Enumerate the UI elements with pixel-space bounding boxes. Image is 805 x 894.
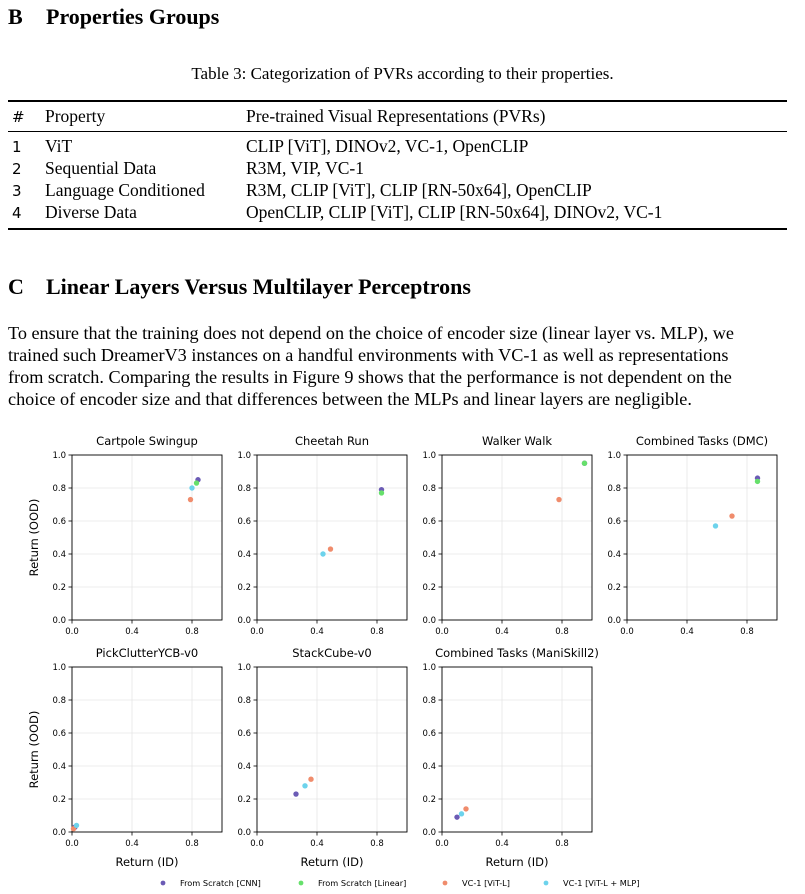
x-tick-label: 0.8 xyxy=(370,627,384,637)
y-tick-label: 0.4 xyxy=(422,762,436,772)
legend-marker xyxy=(299,881,304,886)
paragraph-line: trained such DreamerV3 instances on a handful environments with VC-1 as well as representations xyxy=(8,345,729,365)
x-tick-label: 0.4 xyxy=(495,627,509,637)
panel-title: Cartpole Swingup xyxy=(96,434,198,448)
data-point xyxy=(194,480,199,485)
y-tick-label: 1.0 xyxy=(422,663,436,673)
section-title: Properties Groups xyxy=(46,4,220,29)
y-tick-label: 0.0 xyxy=(237,828,251,838)
plot-frame xyxy=(442,455,592,620)
y-tick-label: 0.6 xyxy=(52,517,66,527)
table-caption: Table 3: Categorization of PVRs according to their properties. xyxy=(191,64,614,83)
y-tick-label: 0.0 xyxy=(607,616,621,626)
section-number: C xyxy=(8,274,24,299)
table-cell: 3 xyxy=(12,182,22,200)
y-tick-label: 0.6 xyxy=(52,729,66,739)
plot-frame xyxy=(257,455,407,620)
y-tick-label: 1.0 xyxy=(52,663,66,673)
y-tick-label: 0.6 xyxy=(422,729,436,739)
x-axis-label: Return (ID) xyxy=(485,855,549,869)
y-tick-label: 0.2 xyxy=(422,795,436,805)
plot-frame xyxy=(627,455,777,620)
x-tick-label: 0.0 xyxy=(250,627,264,637)
panel-title: Walker Walk xyxy=(481,434,553,448)
y-tick-label: 0.2 xyxy=(237,583,251,593)
y-axis-label: Return (OOD) xyxy=(27,710,41,789)
y-tick-label: 0.8 xyxy=(52,696,66,706)
x-tick-label: 0.8 xyxy=(740,627,754,637)
y-tick-label: 1.0 xyxy=(237,663,251,673)
y-tick-label: 0.0 xyxy=(422,828,436,838)
data-point xyxy=(556,497,561,502)
panel-title: StackCube-v0 xyxy=(292,646,372,660)
panel-title: PickClutterYCB-v0 xyxy=(95,646,199,660)
data-point xyxy=(729,513,734,518)
paragraph-line: To ensure that the training does not depend on the choice of encoder size (linear layer vs. MLP), we xyxy=(8,323,734,343)
y-tick-label: 0.0 xyxy=(237,616,251,626)
paragraph-line: choice of encoder size and that differences between the MLPs and linear layers are negligible. xyxy=(8,389,692,409)
y-tick-label: 0.2 xyxy=(52,583,66,593)
plot-frame xyxy=(257,667,407,832)
table-cell: CLIP [ViT], DINOv2, VC-1, OpenCLIP xyxy=(246,136,529,156)
data-point xyxy=(308,777,313,782)
y-tick-label: 0.0 xyxy=(52,828,66,838)
y-tick-label: 1.0 xyxy=(52,451,66,461)
y-tick-label: 0.4 xyxy=(52,550,66,560)
data-point xyxy=(379,490,384,495)
data-point xyxy=(459,811,464,816)
legend-label: From Scratch [Linear] xyxy=(318,878,407,888)
y-tick-label: 0.2 xyxy=(607,583,621,593)
x-tick-label: 0.8 xyxy=(555,627,569,637)
y-tick-label: 1.0 xyxy=(607,451,621,461)
data-point xyxy=(454,814,459,819)
data-point xyxy=(463,806,468,811)
legend-marker xyxy=(544,881,549,886)
data-point xyxy=(713,523,718,528)
table-cell: Language Conditioned xyxy=(45,180,205,200)
data-point xyxy=(74,823,79,828)
table-header-cell: Pre-trained Visual Representations (PVRs) xyxy=(246,106,546,126)
y-tick-label: 0.4 xyxy=(607,550,621,560)
y-tick-label: 0.8 xyxy=(237,696,251,706)
data-point xyxy=(302,783,307,788)
y-tick-label: 1.0 xyxy=(422,451,436,461)
y-tick-label: 0.4 xyxy=(422,550,436,560)
y-tick-label: 0.2 xyxy=(422,583,436,593)
y-tick-label: 0.8 xyxy=(52,484,66,494)
data-point xyxy=(755,479,760,484)
table-cell: 2 xyxy=(12,160,22,178)
x-tick-label: 0.0 xyxy=(435,627,449,637)
data-point xyxy=(328,546,333,551)
x-tick-label: 0.4 xyxy=(680,627,694,637)
table-cell: ViT xyxy=(45,136,73,156)
x-tick-label: 0.4 xyxy=(125,627,139,637)
x-tick-label: 0.0 xyxy=(620,627,634,637)
table-cell: 1 xyxy=(12,138,22,156)
y-tick-label: 1.0 xyxy=(237,451,251,461)
paragraph-line: from scratch. Comparing the results in Figure 9 shows that the performance is not dependent on the xyxy=(8,367,732,387)
y-tick-label: 0.4 xyxy=(237,762,251,772)
table-cell: OpenCLIP, CLIP [ViT], CLIP [RN-50x64], DINOv2, VC-1 xyxy=(246,202,663,222)
table-cell: Sequential Data xyxy=(45,158,157,178)
legend-marker xyxy=(443,881,448,886)
section-number: B xyxy=(8,4,23,29)
x-tick-label: 0.8 xyxy=(185,839,199,849)
panel-title: Cheetah Run xyxy=(294,434,370,448)
table-header-cell: Property xyxy=(45,106,106,126)
y-tick-label: 0.8 xyxy=(607,484,621,494)
y-tick-label: 0.6 xyxy=(422,517,436,527)
y-tick-label: 0.8 xyxy=(237,484,251,494)
data-point xyxy=(189,485,194,490)
table-header-cell: # xyxy=(12,108,25,126)
y-tick-label: 0.4 xyxy=(237,550,251,560)
x-tick-label: 0.0 xyxy=(435,839,449,849)
table-cell: R3M, VIP, VC-1 xyxy=(246,158,364,178)
plot-frame xyxy=(72,667,222,832)
panel-title: Combined Tasks (DMC) xyxy=(635,434,769,448)
legend-label: VC-1 [ViT-L] xyxy=(462,878,510,888)
y-tick-label: 0.8 xyxy=(422,484,436,494)
x-tick-label: 0.0 xyxy=(65,627,79,637)
x-tick-label: 0.0 xyxy=(65,839,79,849)
data-point xyxy=(188,497,193,502)
x-tick-label: 0.4 xyxy=(495,839,509,849)
y-tick-label: 0.2 xyxy=(52,795,66,805)
legend-label: From Scratch [CNN] xyxy=(180,878,261,888)
y-tick-label: 0.6 xyxy=(237,729,251,739)
x-tick-label: 0.0 xyxy=(250,839,264,849)
x-tick-label: 0.4 xyxy=(310,627,324,637)
x-axis-label: Return (ID) xyxy=(300,855,364,869)
x-tick-label: 0.8 xyxy=(370,839,384,849)
legend-marker xyxy=(161,881,166,886)
y-tick-label: 0.8 xyxy=(422,696,436,706)
data-point xyxy=(582,461,587,466)
x-tick-label: 0.4 xyxy=(310,839,324,849)
legend-label: VC-1 [ViT-L + MLP] xyxy=(563,878,640,888)
table-cell: 4 xyxy=(12,204,22,222)
table-cell: Diverse Data xyxy=(45,202,137,222)
y-tick-label: 0.0 xyxy=(52,616,66,626)
y-tick-label: 0.4 xyxy=(52,762,66,772)
y-tick-label: 0.2 xyxy=(237,795,251,805)
y-tick-label: 0.6 xyxy=(237,517,251,527)
x-tick-label: 0.8 xyxy=(185,627,199,637)
table-cell: R3M, CLIP [ViT], CLIP [RN-50x64], OpenCLIP xyxy=(246,180,592,200)
y-tick-label: 0.0 xyxy=(422,616,436,626)
data-point xyxy=(320,551,325,556)
x-axis-label: Return (ID) xyxy=(115,855,179,869)
data-point xyxy=(293,791,298,796)
x-tick-label: 0.4 xyxy=(125,839,139,849)
x-tick-label: 0.8 xyxy=(555,839,569,849)
section-title: Linear Layers Versus Multilayer Perceptrons xyxy=(46,274,471,299)
y-tick-label: 0.6 xyxy=(607,517,621,527)
y-axis-label: Return (OOD) xyxy=(27,498,41,577)
panel-title: Combined Tasks (ManiSkill2) xyxy=(435,646,599,660)
